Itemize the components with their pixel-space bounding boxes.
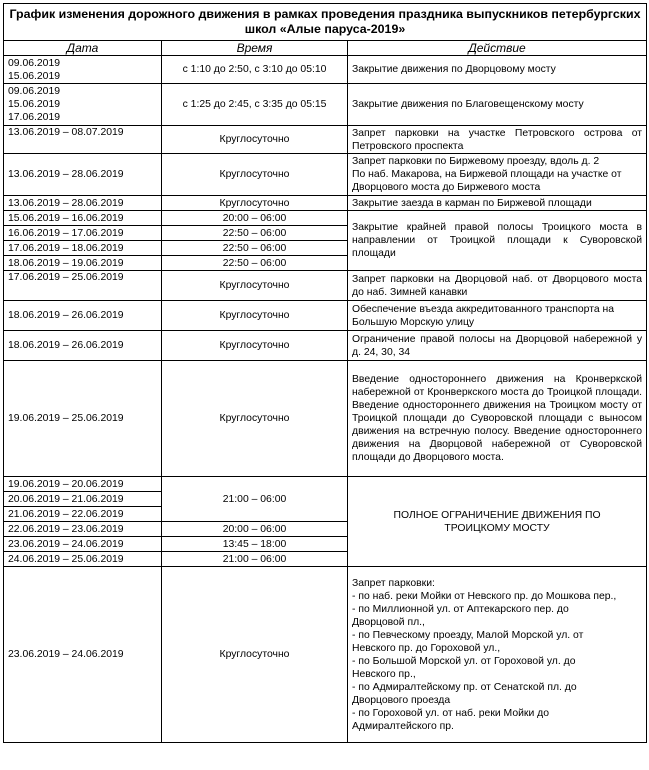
time-cell: с 1:25 до 2:45, с 3:35 до 05:15: [162, 84, 348, 126]
date-cell: 19.06.2019 – 20.06.2019: [4, 477, 162, 492]
action-line: Адмиралтейского пр.: [352, 720, 454, 732]
action-line: - по Миллионной ул. от Аптекарского пер. до: [352, 603, 569, 615]
date-cell: 19.06.2019 – 25.06.2019: [4, 361, 162, 477]
table-row: [4, 271, 647, 301]
action-line: Невского пр.,: [352, 668, 416, 680]
action-cell: Запрет парковки на Дворцовой наб. от Дворцового моста до наб. Зимней канавки: [348, 271, 647, 301]
date-cell: [4, 84, 162, 126]
table-row: [4, 331, 647, 361]
date-cell: 15.06.2019 – 16.06.2019: [4, 211, 162, 226]
time-cell: 22:50 – 06:00: [162, 226, 348, 241]
date-value: 09.06.2019: [8, 57, 61, 69]
table-row: [4, 567, 647, 743]
action-line: - по Большой Морской ул. от Гороховой ул. до: [352, 655, 576, 667]
date-cell: 20.06.2019 – 21.06.2019: [4, 492, 162, 507]
action-line: - по Адмиралтейскому пр. от Сенатской пл. до: [352, 681, 577, 693]
date-cell: 21.06.2019 – 22.06.2019: [4, 507, 162, 522]
time-cell: Круглосуточно: [162, 361, 348, 477]
action-line: - по Гороховой ул. от наб. реки Мойки до: [352, 707, 549, 719]
date-value: 15.06.2019: [8, 99, 61, 110]
action-cell: Введение одностороннего движения на Кронверкской набережной от Кронверкского моста до Троицкой площади. Введение одностороннего движения на Троицком мосту от Троицкой площади до Суворовской площади с выносом движения на встречную полосу. Введение одностороннего движения на Дворцовой набережной от Суворовской площади до Дворцового моста.: [348, 361, 647, 477]
date-cell: 17.06.2019 – 25.06.2019: [4, 271, 162, 301]
date-cell: 23.06.2019 – 24.06.2019: [4, 537, 162, 552]
action-cell: Закрытие заезда в карман по Биржевой площади: [348, 196, 647, 211]
action-cell: Запрет парковки на участке Петровского острова от Петровского проспекта: [348, 126, 647, 154]
action-line: Дворцового проезда: [352, 694, 451, 706]
schedule-table: [3, 3, 647, 743]
table-row: [4, 56, 647, 84]
table-row: [4, 211, 647, 226]
time-cell: 21:00 – 06:00: [162, 552, 348, 567]
action-line: - по Певческому проезду, Малой Морской ул. от: [352, 629, 584, 641]
action-line: - по наб. реки Мойки от Невского пр. до Мошкова пер.,: [352, 590, 617, 602]
table-row: [4, 196, 647, 211]
date-value: 09.06.2019: [8, 86, 61, 97]
action-line: Запрет парковки:: [352, 577, 435, 589]
table-row: [4, 126, 647, 154]
time-cell: Круглосуточно: [162, 271, 348, 301]
action-cell: [348, 154, 647, 196]
action-cell: Обеспечение въезда аккредитованного транспорта на Большую Морскую улицу: [348, 301, 647, 331]
time-cell: Круглосуточно: [162, 196, 348, 211]
action-line: По наб. Макарова, на Биржевой площади на участке от Дворцового моста до Биржевого моста: [352, 169, 622, 193]
table-row: [4, 301, 647, 331]
header-date: Дата: [4, 41, 162, 56]
table-row: [4, 84, 647, 126]
action-cell: Закрытие движения по Дворцовому мосту: [348, 56, 647, 84]
date-cell: 23.06.2019 – 24.06.2019: [4, 567, 162, 743]
title-row: [4, 4, 647, 41]
action-line: Дворцовой пл.,: [352, 616, 425, 628]
header-action: Действие: [348, 41, 647, 56]
date-cell: 18.06.2019 – 26.06.2019: [4, 331, 162, 361]
action-line: Невского пр. до Гороховой ул.,: [352, 642, 501, 654]
time-cell: Круглосуточно: [162, 331, 348, 361]
action-cell-troitsky-lane: Закрытие крайней правой полосы Троицкого моста в направлении от Троицкой площади к Суворовской площади: [348, 211, 647, 271]
date-cell: 16.06.2019 – 17.06.2019: [4, 226, 162, 241]
action-cell: Закрытие движения по Благовещенскому мосту: [348, 84, 647, 126]
time-cell: 22:50 – 06:00: [162, 241, 348, 256]
time-cell: 20:00 – 06:00: [162, 211, 348, 226]
time-cell: Круглосуточно: [162, 126, 348, 154]
date-cell: 24.06.2019 – 25.06.2019: [4, 552, 162, 567]
time-cell: 13:45 – 18:00: [162, 537, 348, 552]
date-value: 17.06.2019: [8, 112, 61, 123]
date-cell: 18.06.2019 – 26.06.2019: [4, 301, 162, 331]
time-cell: Круглосуточно: [162, 154, 348, 196]
action-line: Запрет парковки по Биржевому проезду, вдоль д. 2: [352, 156, 600, 167]
date-value: 15.06.2019: [8, 70, 61, 82]
action-cell: Ограничение правой полосы на Дворцовой набережной у д. 24, 30, 34: [348, 331, 647, 361]
document-page: [3, 0, 646, 743]
date-cell: 22.06.2019 – 23.06.2019: [4, 522, 162, 537]
date-cell: 17.06.2019 – 18.06.2019: [4, 241, 162, 256]
header-time: Время: [162, 41, 348, 56]
table-row: [4, 477, 647, 492]
table-row: [4, 361, 647, 477]
date-cell: [4, 56, 162, 84]
time-cell: Круглосуточно: [162, 301, 348, 331]
time-cell: 22:50 – 06:00: [162, 256, 348, 271]
time-cell: Круглосуточно: [162, 567, 348, 743]
header-row: [4, 41, 647, 56]
date-cell: 13.06.2019 – 28.06.2019: [4, 154, 162, 196]
date-cell: 13.06.2019 – 28.06.2019: [4, 196, 162, 211]
action-cell: [348, 567, 647, 743]
table-row: [4, 154, 647, 196]
time-cell: 20:00 – 06:00: [162, 522, 348, 537]
time-cell: с 1:10 до 2:50, с 3:10 до 05:10: [162, 56, 348, 84]
time-cell-merged: 21:00 – 06:00: [162, 477, 348, 522]
document-title: График изменения дорожного движения в рамках проведения праздника выпускников петербургских школ «Алые паруса-2019»: [4, 4, 647, 41]
action-cell-troitsky-full: ПОЛНОЕ ОГРАНИЧЕНИЕ ДВИЖЕНИЯ ПО ТРОИЦКОМУ МОСТУ: [348, 477, 647, 567]
date-cell: 13.06.2019 – 08.07.2019: [4, 126, 162, 154]
date-cell: 18.06.2019 – 19.06.2019: [4, 256, 162, 271]
